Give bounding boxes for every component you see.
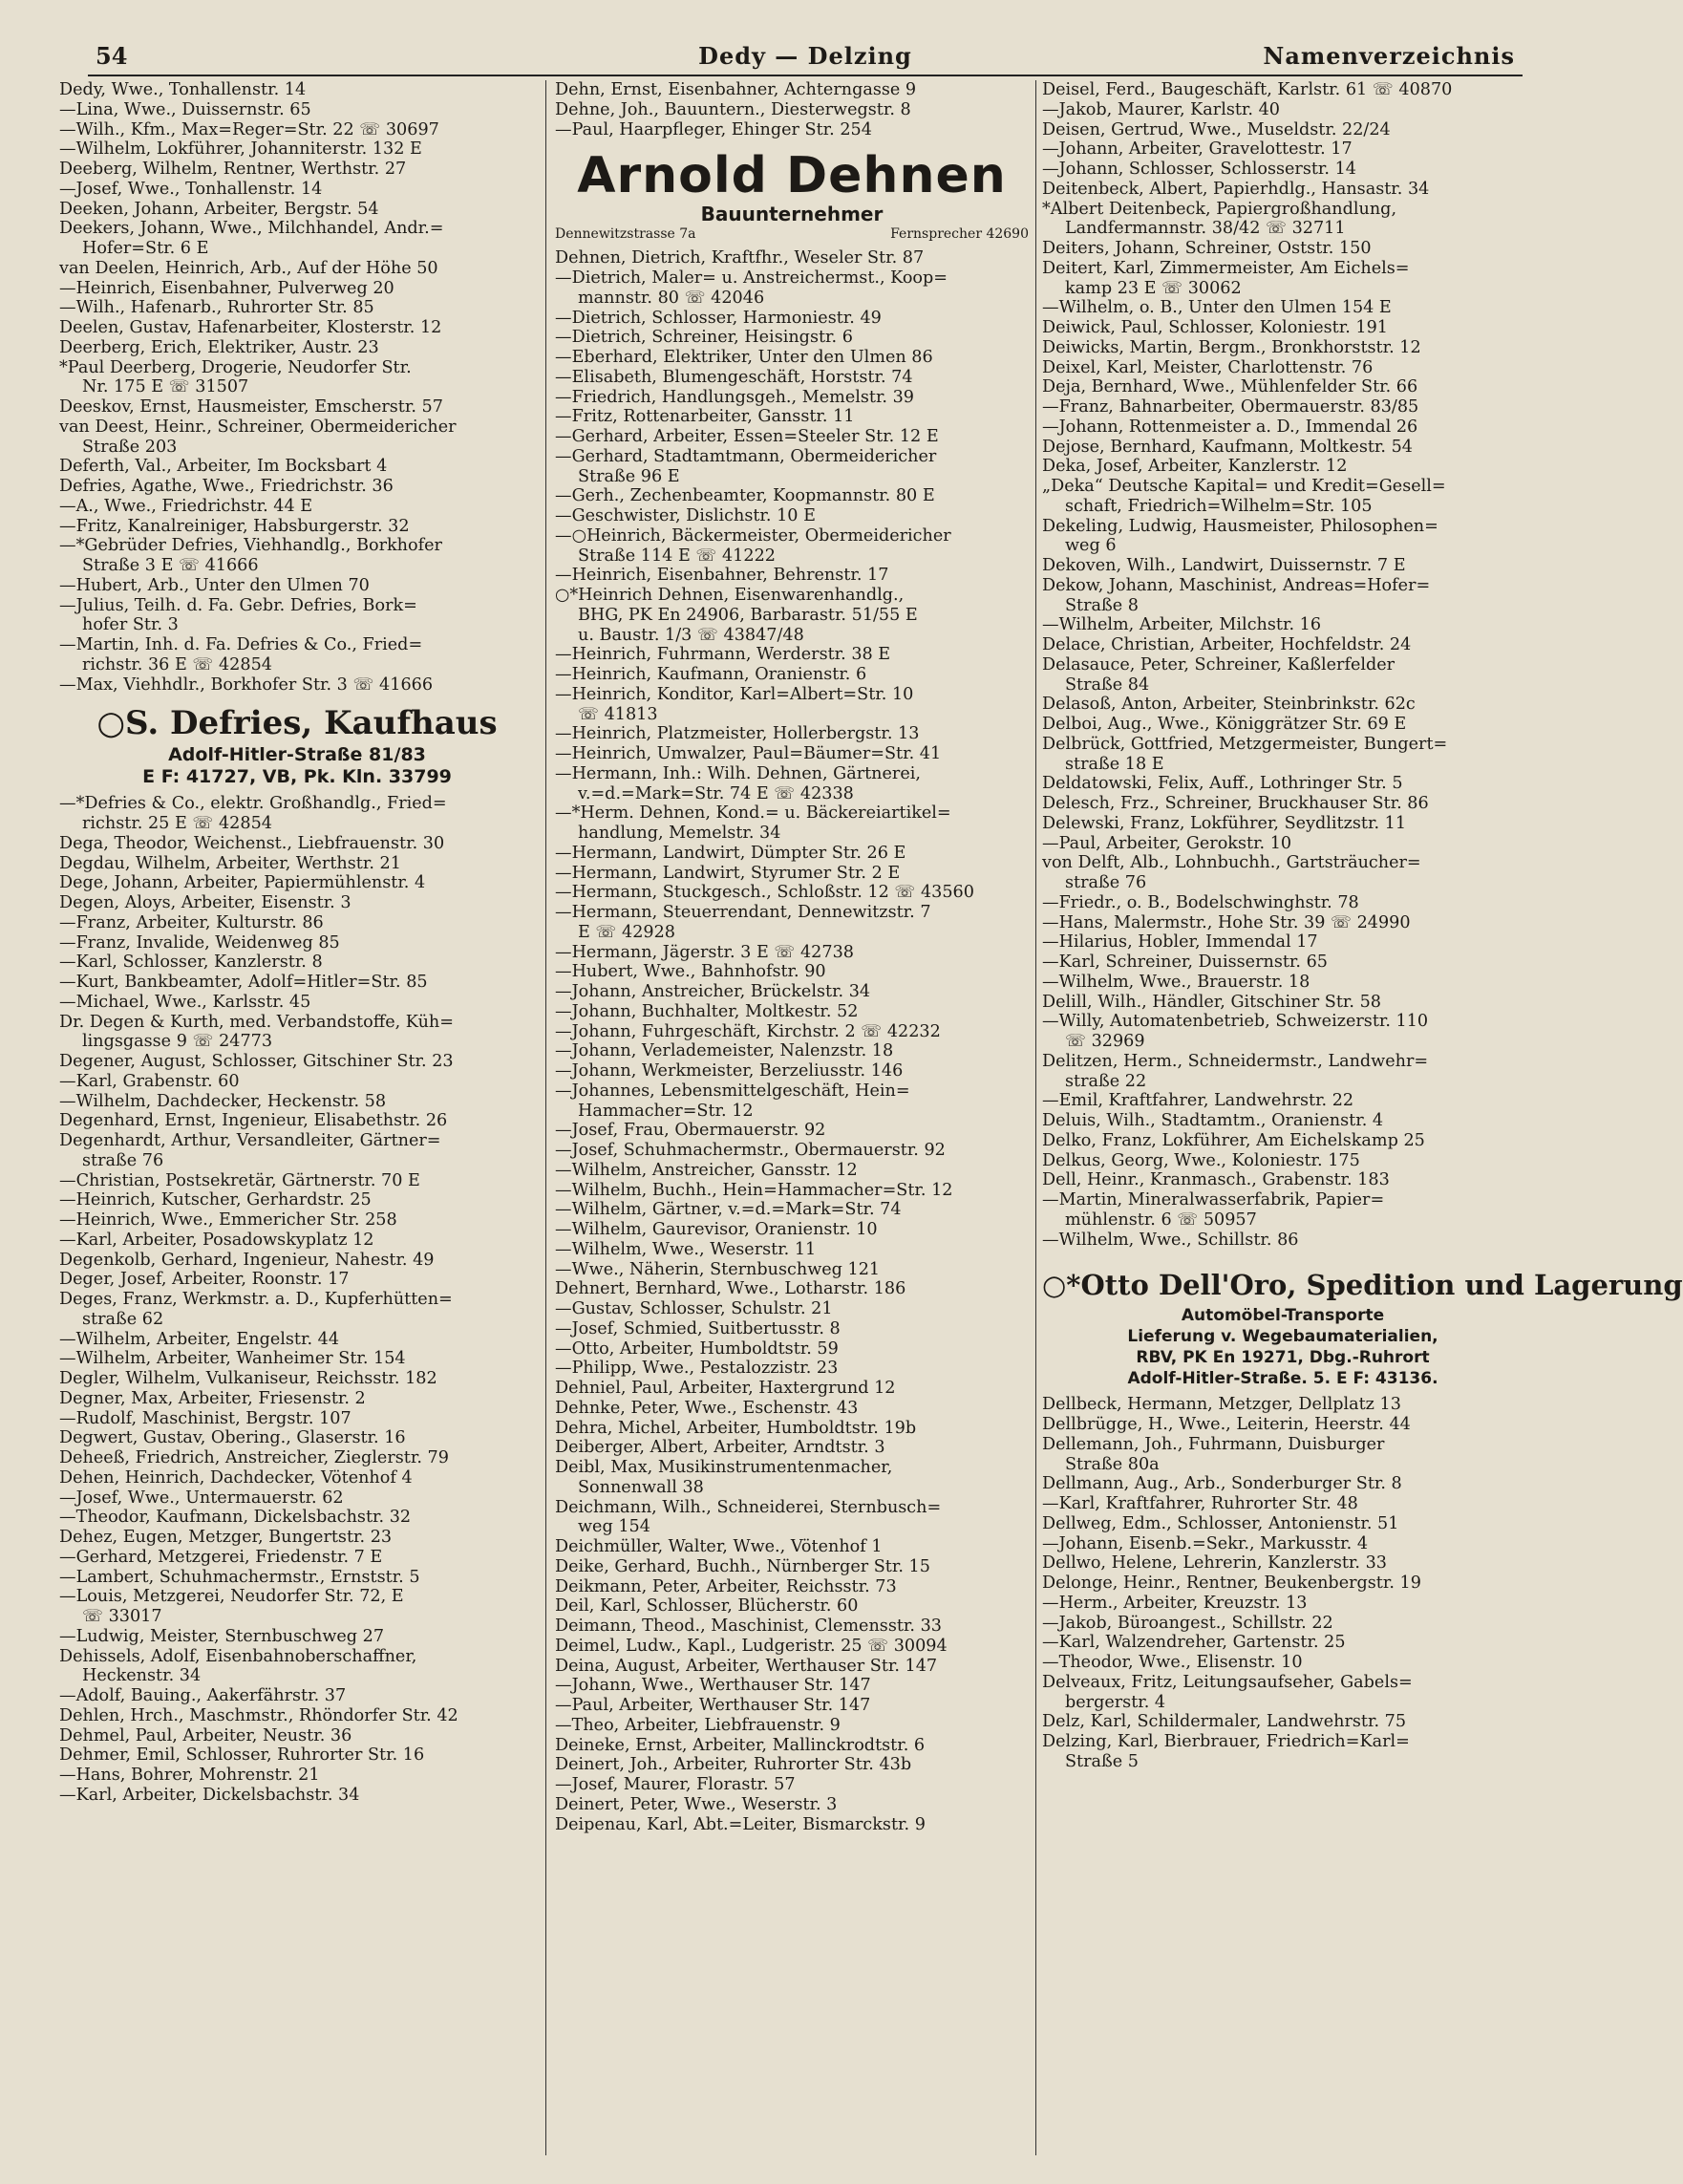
directory-entry: Deisen, Gertrud, Wwe., Museldstr. 22/24 xyxy=(1042,119,1391,139)
directory-entry-continuation: Straße 8 xyxy=(1065,595,1139,615)
directory-entry: Delzing, Karl, Bierbrauer, Friedrich=Karl= xyxy=(1042,1732,1410,1751)
directory-entry: Deikmann, Peter, Arbeiter, Reichsstr. 73 xyxy=(555,1576,897,1596)
directory-entry: —Paul, Arbeiter, Gerokstr. 10 xyxy=(1042,833,1292,853)
directory-entry: —Hermann, Inh.: Wilh. Dehnen, Gärtnerei, xyxy=(555,763,921,783)
directory-entry: Degener, August, Schlosser, Gitschiner Str. 23 xyxy=(59,1052,454,1071)
directory-entry: —Josef, Schuhmachermstr., Obermauerstr. 92 xyxy=(555,1141,946,1160)
directory-entry-continuation: Landfermannstr. 38/42 ☏ 32711 xyxy=(1065,219,1346,239)
directory-entry: Dehn, Ernst, Eisenbahner, Achterngasse 9 xyxy=(555,80,917,99)
directory-entry: Deimel, Ludw., Kapl., Ludgeristr. 25 ☏ 30094 xyxy=(555,1636,948,1656)
directory-entry: —Franz, Invalide, Weidenweg 85 xyxy=(59,932,340,953)
directory-entry: —Heinrich, Eisenbahner, Pulverweg 20 xyxy=(59,278,394,298)
directory-entry: —Karl, Kraftfahrer, Ruhrorter Str. 48 xyxy=(1042,1494,1358,1513)
directory-entry: —Elisabeth, Blumengeschäft, Horststr. 74 xyxy=(555,367,913,387)
directory-entry-continuation: straße 76 xyxy=(1065,873,1147,892)
directory-entry: Deelen, Gustav, Hafenarbeiter, Klosterstr. 12 xyxy=(59,318,442,337)
column-1 xyxy=(59,80,535,1806)
directory-entry: Dedy, Wwe., Tonhallenstr. 14 xyxy=(59,80,307,99)
directory-entry: Dehnen, Dietrich, Kraftfhr., Weseler Str. 87 xyxy=(555,248,925,268)
directory-entry: —Christian, Postsekretär, Gärtnerstr. 70 E xyxy=(59,1170,420,1190)
directory-entry: —Dietrich, Schreiner, Heisingstr. 6 xyxy=(555,328,853,348)
directory-entry: Dellbrügge, H., Wwe., Leiterin, Heerstr. 44 xyxy=(1042,1415,1411,1434)
directory-entry: —A., Wwe., Friedrichstr. 44 E xyxy=(59,496,313,516)
directory-entry: Dellbeck, Hermann, Metzger, Dellplatz 13 xyxy=(1042,1395,1401,1415)
directory-entry: Deina, August, Arbeiter, Werthauser Str. 147 xyxy=(555,1656,938,1676)
directory-entry: Dehne, Joh., Bauuntern., Diesterwegstr. 8 xyxy=(555,99,911,119)
directory-entry: Deeken, Johann, Arbeiter, Bergstr. 54 xyxy=(59,199,379,219)
ad-branch: Bauunternehmer xyxy=(700,203,884,226)
directory-entry: —Karl, Schreiner, Duissernstr. 65 xyxy=(1042,953,1328,972)
directory-entry: —Eberhard, Elektriker, Unter den Ulmen 86 xyxy=(555,348,933,367)
directory-entry-continuation: weg 154 xyxy=(578,1517,650,1537)
directory-entry: Deges, Franz, Werkmstr. a. D., Kupferhütten= xyxy=(59,1290,453,1309)
directory-entry: —Gerhard, Arbeiter, Essen=Steeler Str. 12 E xyxy=(555,427,939,446)
directory-entry: Deeberg, Wilhelm, Rentner, Werthstr. 27 xyxy=(59,160,407,179)
directory-entry: —Johannes, Lebensmittelgeschäft, Hein= xyxy=(555,1081,910,1101)
directory-entry-continuation: Straße 3 E ☏ 41666 xyxy=(82,556,259,575)
directory-entry-continuation: E ☏ 42928 xyxy=(578,922,675,942)
directory-entry: Deluis, Wilh., Stadtamtm., Oranienstr. 4 xyxy=(1042,1111,1384,1130)
directory-entry: —Heinrich, Kaufmann, Oranienstr. 6 xyxy=(555,665,867,684)
directory-entry: Delasauce, Peter, Schreiner, Kaßlerfelder xyxy=(1042,654,1395,674)
directory-entry: —Johann, Schlosser, Schlosserstr. 14 xyxy=(1042,160,1356,179)
directory-entry: —*Gebrüder Defries, Viehhandlg., Borkhofer xyxy=(59,536,442,556)
directory-entry: —Jakob, Maurer, Karlstr. 40 xyxy=(1042,99,1280,119)
ad-address: Dennewitzstrasse 7a xyxy=(555,226,696,243)
directory-entry: —Hans, Bohrer, Mohrenstr. 21 xyxy=(59,1766,320,1785)
directory-entry: Deichmüller, Walter, Wwe., Vötenhof 1 xyxy=(555,1537,883,1556)
directory-entry: —Geschwister, Dislichstr. 10 E xyxy=(555,506,816,525)
directory-entry: Dellweg, Edm., Schlosser, Antonienstr. 51 xyxy=(1042,1513,1399,1533)
directory-entry: —Karl, Arbeiter, Dickelsbachstr. 34 xyxy=(59,1785,360,1805)
directory-entry: Deike, Gerhard, Buchh., Nürnberger Str. 15 xyxy=(555,1556,930,1576)
directory-entry: —Johann, Fuhrgeschäft, Kirchstr. 2 ☏ 42232 xyxy=(555,1021,941,1041)
advertisement-defries xyxy=(59,702,535,788)
directory-entry: Dell, Heinr., Kranmasch., Grabenstr. 183 xyxy=(1042,1170,1390,1190)
directory-entry: —Theodor, Wwe., Elisenstr. 10 xyxy=(1042,1653,1303,1672)
directory-entry: —Rudolf, Maschinist, Bergstr. 107 xyxy=(59,1408,352,1428)
directory-entry: Dehmel, Paul, Arbeiter, Neustr. 36 xyxy=(59,1725,352,1745)
directory-entry: —Franz, Arbeiter, Kulturstr. 86 xyxy=(59,912,324,932)
directory-entry: —Heinrich, Eisenbahner, Behrenstr. 17 xyxy=(555,566,889,586)
directory-entry: Dellemann, Joh., Fuhrmann, Duisburger xyxy=(1042,1434,1385,1454)
directory-entry-continuation: Heckenstr. 34 xyxy=(82,1666,202,1686)
directory-entry: —Heinrich, Umwalzer, Paul=Bäumer=Str. 41 xyxy=(555,744,942,763)
directory-entry: —Josef, Frau, Obermauerstr. 92 xyxy=(555,1121,826,1141)
directory-entry: —Franz, Bahnarbeiter, Obermauerstr. 83/85 xyxy=(1042,397,1419,417)
directory-entry: —Johann, Wwe., Werthauser Str. 147 xyxy=(555,1676,871,1696)
directory-entry: —Dietrich, Maler= u. Anstreichermst., Koop= xyxy=(555,268,948,288)
directory-entry-continuation: Straße 96 E xyxy=(578,466,680,486)
directory-entry-continuation: schaft, Friedrich=Wilhelm=Str. 105 xyxy=(1065,496,1373,516)
directory-entry: —Johann, Arbeiter, Gravelottestr. 17 xyxy=(1042,139,1353,160)
directory-entry: —Ludwig, Meister, Sternbuschweg 27 xyxy=(59,1626,385,1646)
directory-entry: Delko, Franz, Lokführer, Am Eichelskamp 25 xyxy=(1042,1130,1425,1150)
directory-entry: —Karl, Grabenstr. 60 xyxy=(59,1071,240,1091)
directory-entry: —Hermann, Landwirt, Dümpter Str. 26 E xyxy=(555,843,906,863)
directory-entry: —Wilh., Hafenarb., Ruhrorter Str. 85 xyxy=(59,298,374,318)
directory-entry-continuation: Straße 114 E ☏ 41222 xyxy=(578,546,776,566)
directory-entry: —Wilhelm, Gärtner, v.=d.=Mark=Str. 74 xyxy=(555,1200,902,1220)
directory-entry: Deimann, Theod., Maschinist, Clemensstr. 33 xyxy=(555,1617,942,1636)
ad-firm-name: ○*Otto Dell'Oro, Spedition und Lagerung xyxy=(1042,1269,1683,1302)
directory-entry: —Josef, Maurer, Florastr. 57 xyxy=(555,1775,796,1794)
ad-contact-line: E F: 41727, VB, Pk. Kln. 33799 xyxy=(142,766,452,788)
directory-entry: Deekers, Johann, Wwe., Milchhandel, Andr.= xyxy=(59,219,444,239)
ad-line-3: RBV, PK En 19271, Dbg.-Ruhrort xyxy=(1136,1348,1430,1368)
directory-entry: van Deelen, Heinrich, Arb., Auf der Höhe 50 xyxy=(59,258,438,278)
directory-entry: Deisel, Ferd., Baugeschäft, Karlstr. 61 ☏ 40870 xyxy=(1042,80,1453,99)
directory-entry: Delz, Karl, Schildermaler, Landwehrstr. 75 xyxy=(1042,1712,1407,1732)
directory-entry: —Gerhard, Metzgerei, Friedenstr. 7 E xyxy=(59,1547,383,1567)
directory-entry: Dehniel, Paul, Arbeiter, Haxtergrund 12 xyxy=(555,1379,896,1398)
directory-entry-continuation: hofer Str. 3 xyxy=(82,615,179,635)
directory-entry: —Louis, Metzgerei, Neudorfer Str. 72, E xyxy=(59,1587,404,1607)
directory-entry: Dehissels, Adolf, Eisenbahnoberschaffner, xyxy=(59,1646,417,1666)
directory-entry: Delasoß, Anton, Arbeiter, Steinbrinkstr. 62c xyxy=(1042,695,1416,715)
directory-entry: —Fritz, Kanalreiniger, Habsburgerstr. 32 xyxy=(59,516,410,536)
directory-entry: —Wilhelm, Anstreicher, Gansstr. 12 xyxy=(555,1160,858,1180)
directory-entry: —Gerh., Zechenbeamter, Koopmannstr. 80 E xyxy=(555,486,935,506)
directory-entry: —Wilhelm, Arbeiter, Wanheimer Str. 154 xyxy=(59,1349,406,1369)
directory-entry: —Heinrich, Fuhrmann, Werderstr. 38 E xyxy=(555,645,891,665)
directory-entry-continuation: handlung, Memelstr. 34 xyxy=(578,824,781,843)
directory-entry: —*Herm. Dehnen, Kond.= u. Bäckereiartikel= xyxy=(555,803,951,824)
directory-entry: Deiters, Johann, Schreiner, Oststr. 150 xyxy=(1042,239,1372,258)
directory-entry: —Hermann, Jägerstr. 3 E ☏ 42738 xyxy=(555,942,854,962)
directory-entry: —○Heinrich, Bäckermeister, Obermeidericher xyxy=(555,525,951,546)
directory-entry: —Heinrich, Platzmeister, Hollerbergstr. 13 xyxy=(555,724,920,744)
directory-entry: —Johann, Rottenmeister a. D., Immendal 26 xyxy=(1042,417,1418,437)
directory-entry: —Hermann, Landwirt, Styrumer Str. 2 E xyxy=(555,863,901,883)
directory-entry: Degdau, Wilhelm, Arbeiter, Werthstr. 21 xyxy=(59,853,401,873)
directory-entry: Delewski, Franz, Lokführer, Seydlitzstr. 11 xyxy=(1042,813,1407,833)
directory-entry: —Wilhelm, Buchh., Hein=Hammacher=Str. 12 xyxy=(555,1180,953,1200)
directory-entry: —Wilh., Kfm., Max=Reger=Str. 22 ☏ 30697 xyxy=(59,119,439,139)
directory-entry-continuation: Nr. 175 E ☏ 31507 xyxy=(82,377,249,397)
directory-entry: —Lina, Wwe., Duissernstr. 65 xyxy=(59,99,311,119)
directory-entry: —Heinrich, Kutscher, Gerhardstr. 25 xyxy=(59,1190,372,1210)
directory-entry: —Michael, Wwe., Karlsstr. 45 xyxy=(59,992,311,1012)
directory-entry-continuation: straße 62 xyxy=(82,1309,164,1329)
directory-entry: —Otto, Arbeiter, Humboldtstr. 59 xyxy=(555,1338,839,1359)
directory-entry: —Karl, Schlosser, Kanzlerstr. 8 xyxy=(59,953,323,973)
directory-entry: Dekeling, Ludwig, Hausmeister, Philosophen= xyxy=(1042,516,1438,536)
directory-entry: —Adolf, Bauing., Aakerfährstr. 37 xyxy=(59,1686,347,1705)
directory-entry: Deiwicks, Martin, Bergm., Bronkhorststr. 12 xyxy=(1042,337,1421,357)
directory-entry: Dehnert, Bernhard, Wwe., Lotharstr. 186 xyxy=(555,1279,906,1299)
directory-entry: —Wilhelm, Wwe., Brauerstr. 18 xyxy=(1042,972,1310,992)
directory-entry: —Karl, Walzendreher, Gartenstr. 25 xyxy=(1042,1633,1346,1653)
ad-firm-name: ○S. Defries, Kaufhaus xyxy=(96,704,498,743)
directory-entry: —Martin, Inh. d. Fa. Defries & Co., Fried= xyxy=(59,635,423,654)
directory-entry: Deichmann, Wilh., Schneiderei, Sternbusch= xyxy=(555,1497,942,1517)
directory-entry: —Hermann, Steuerrendant, Dennewitzstr. 7 xyxy=(555,903,931,922)
directory-entry-continuation: lingsgasse 9 ☏ 24773 xyxy=(82,1032,273,1052)
directory-entry: —Philipp, Wwe., Pestalozzistr. 23 xyxy=(555,1359,839,1379)
directory-entry: Deerberg, Erich, Elektriker, Austr. 23 xyxy=(59,337,379,357)
directory-entry: Deitenbeck, Albert, Papierhdlg., Hansastr. 34 xyxy=(1042,179,1430,199)
directory-entry: —Hans, Malermstr., Hohe Str. 39 ☏ 24990 xyxy=(1042,912,1411,932)
directory-entry: Deinert, Peter, Wwe., Weserstr. 3 xyxy=(555,1794,838,1814)
ad-address: Adolf-Hitler-Straße 81/83 xyxy=(168,744,426,766)
directory-entry: Delace, Christian, Arbeiter, Hochfeldstr. 24 xyxy=(1042,635,1412,654)
directory-entry: —Wilhelm, Arbeiter, Milchstr. 16 xyxy=(1042,615,1322,635)
directory-entry-continuation: Sonnenwall 38 xyxy=(578,1477,704,1497)
ad-phone: Fernsprecher 42690 xyxy=(890,226,1029,243)
directory-entry-continuation: bergerstr. 4 xyxy=(1065,1692,1166,1712)
directory-entry: Deiberger, Albert, Arbeiter, Arndtstr. 3 xyxy=(555,1438,885,1458)
column-divider xyxy=(1035,80,1036,2155)
directory-entry: —Heinrich, Konditor, Karl=Albert=Str. 10 xyxy=(555,684,914,704)
directory-entry: Deheeß, Friedrich, Anstreicher, Zieglerstr. 79 xyxy=(59,1448,449,1467)
directory-entry: —Johann, Werkmeister, Berzeliusstr. 146 xyxy=(555,1061,904,1081)
directory-entry: Dehez, Eugen, Metzger, Bungertstr. 23 xyxy=(59,1528,393,1547)
directory-entry: Dekow, Johann, Maschinist, Andreas=Hofer= xyxy=(1042,575,1431,595)
ad-line-4: Adolf-Hitler-Straße. 5. E F: 43136. xyxy=(1127,1369,1438,1389)
column-divider xyxy=(545,80,546,2155)
directory-entry-continuation: BHG, PK En 24906, Barbarastr. 51/55 E xyxy=(578,605,918,625)
directory-entry-continuation: ☏ 33017 xyxy=(82,1607,162,1626)
directory-entry: —Martin, Mineralwasserfabrik, Papier= xyxy=(1042,1190,1385,1210)
directory-entry: Dr. Degen & Kurth, med. Verbandstoffe, Küh= xyxy=(59,1012,454,1032)
directory-entry: —Max, Viehhdlr., Borkhofer Str. 3 ☏ 41666 xyxy=(59,674,434,695)
directory-entry-continuation: u. Baustr. 1/3 ☏ 43847/48 xyxy=(578,625,804,645)
directory-entry: Delesch, Frz., Schreiner, Bruckhauser Str. 86 xyxy=(1042,794,1429,813)
directory-entry-continuation: kamp 23 E ☏ 30062 xyxy=(1065,278,1242,298)
directory-entry: —*Defries & Co., elektr. Großhandlg., Fried= xyxy=(59,794,447,814)
directory-entry: —Fritz, Rottenarbeiter, Gansstr. 11 xyxy=(555,407,855,427)
directory-entry: —Johann, Anstreicher, Brückelstr. 34 xyxy=(555,982,871,1001)
directory-entry: ○*Heinrich Dehnen, Eisenwarenhandlg., xyxy=(555,586,905,605)
directory-entry: Deger, Josef, Arbeiter, Roonstr. 17 xyxy=(59,1270,350,1290)
directory-entry-continuation: straße 18 E xyxy=(1065,754,1164,774)
directory-entry: Degen, Aloys, Arbeiter, Eisenstr. 3 xyxy=(59,893,352,912)
directory-entry: —Wilhelm, o. B., Unter den Ulmen 154 E xyxy=(1042,298,1392,318)
directory-entry: —Johann, Eisenb.=Sekr., Markusstr. 4 xyxy=(1042,1533,1369,1553)
directory-entry: Defries, Agathe, Wwe., Friedrichstr. 36 xyxy=(59,477,394,496)
directory-entry: Degenhard, Ernst, Ingenieur, Elisabethstr. 26 xyxy=(59,1111,448,1131)
directory-entry: Dellwo, Helene, Lehrerin, Kanzlerstr. 33 xyxy=(1042,1553,1387,1574)
directory-entry-continuation: straße 22 xyxy=(1065,1071,1147,1091)
directory-entry: Degenkolb, Gerhard, Ingenieur, Nahestr. 49 xyxy=(59,1250,435,1270)
directory-entry: —Karl, Arbeiter, Posadowskyplatz 12 xyxy=(59,1230,374,1250)
directory-entry-continuation: Hofer=Str. 6 E xyxy=(82,239,209,258)
directory-entry: —Wilhelm, Lokführer, Johanniterstr. 132 E xyxy=(59,139,422,160)
directory-entry: Deineke, Ernst, Arbeiter, Mallinckrodtstr. 6 xyxy=(555,1735,926,1755)
directory-entry: —Wilhelm, Wwe., Weserstr. 11 xyxy=(555,1239,817,1259)
directory-entry: Deeskov, Ernst, Hausmeister, Emscherstr. 57 xyxy=(59,397,443,417)
directory-entry: Deferth, Val., Arbeiter, Im Bocksbart 4 xyxy=(59,457,388,477)
directory-entry: —Johann, Buchhalter, Moltkestr. 52 xyxy=(555,1001,859,1021)
directory-entry: —Friedr., o. B., Bodelschwinghstr. 78 xyxy=(1042,892,1359,912)
directory-entry: —Heinrich, Wwe., Emmericher Str. 258 xyxy=(59,1210,397,1230)
directory-entry-continuation: v.=d.=Mark=Str. 74 E ☏ 42338 xyxy=(578,783,854,803)
directory-entry: Dega, Theodor, Weichenst., Liebfrauenstr. 30 xyxy=(59,833,445,853)
directory-entry-continuation: straße 76 xyxy=(82,1150,164,1170)
directory-entry: —Paul, Arbeiter, Werthauser Str. 147 xyxy=(555,1696,871,1715)
advertisement-dello xyxy=(1042,1265,1683,1389)
directory-entry: Delitzen, Herm., Schneidermstr., Landwehr= xyxy=(1042,1051,1429,1071)
directory-entry: —Theodor, Kaufmann, Dickelsbachstr. 32 xyxy=(59,1508,412,1528)
ad-line-2: Lieferung v. Wegebaumaterialien, xyxy=(1127,1327,1438,1347)
directory-entry: —Emil, Kraftfahrer, Landwehrstr. 22 xyxy=(1042,1091,1354,1111)
directory-entry-continuation: Straße 84 xyxy=(1065,674,1150,695)
directory-entry: —Lambert, Schuhmachermstr., Ernststr. 5 xyxy=(59,1567,420,1587)
directory-entry: —Gerhard, Stadtamtmann, Obermeidericher xyxy=(555,446,937,466)
directory-entry: —Jakob, Büroangest., Schillstr. 22 xyxy=(1042,1613,1333,1633)
directory-entry: —Dietrich, Schlosser, Harmoniestr. 49 xyxy=(555,308,882,328)
directory-entry-continuation: Straße 203 xyxy=(82,437,178,457)
directory-entry-continuation: richstr. 25 E ☏ 42854 xyxy=(82,814,272,833)
directory-entry: Delboi, Aug., Wwe., Königgrätzer Str. 69 E xyxy=(1042,715,1407,734)
column-3 xyxy=(1042,80,1683,1772)
directory-entry: Deja, Bernhard, Wwe., Mühlenfelder Str. 66 xyxy=(1042,377,1418,397)
ad-line-1: Automöbel-Transporte xyxy=(1181,1306,1385,1326)
directory-entry: —Willy, Automatenbetrieb, Schweizerstr. 110 xyxy=(1042,1012,1429,1032)
directory-entry: van Deest, Heinr., Schreiner, Obermeidericher xyxy=(59,417,457,437)
directory-entry: —Josef, Wwe., Tonhallenstr. 14 xyxy=(59,179,323,199)
directory-entry: Deitert, Karl, Zimmermeister, Am Eichels= xyxy=(1042,258,1410,278)
directory-entry-continuation: mühlenstr. 6 ☏ 50957 xyxy=(1065,1210,1257,1230)
section-title: Namenverzeichnis xyxy=(1263,42,1515,70)
directory-entry: Deibl, Max, Musikinstrumentenmacher, xyxy=(555,1458,893,1477)
directory-entry: Deixel, Karl, Meister, Charlottenstr. 76 xyxy=(1042,357,1374,377)
directory-entry: —Friedrich, Handlungsgeh., Memelstr. 39 xyxy=(555,387,915,407)
directory-entry-continuation: mannstr. 80 ☏ 42046 xyxy=(578,288,765,308)
directory-entry: —Julius, Teilh. d. Fa. Gebr. Defries, Bork= xyxy=(59,595,417,615)
directory-entry: —Wilhelm, Dachdecker, Heckenstr. 58 xyxy=(59,1091,387,1111)
ad-contact xyxy=(555,225,1029,243)
directory-entry: Dehlen, Hrch., Maschmstr., Rhöndorfer Str. 42 xyxy=(59,1705,458,1725)
directory-entry: Delkus, Georg, Wwe., Koloniestr. 175 xyxy=(1042,1150,1360,1170)
directory-entry: Delonge, Heinr., Rentner, Beukenbergstr. 19 xyxy=(1042,1574,1421,1593)
directory-entry: Deiwick, Paul, Schlosser, Koloniestr. 191 xyxy=(1042,318,1388,337)
header-rule xyxy=(88,75,1523,76)
directory-entry: Delbrück, Gottfried, Metzgermeister, Bungert= xyxy=(1042,734,1448,754)
directory-entry: —Kurt, Bankbeamter, Adolf=Hitler=Str. 85 xyxy=(59,973,428,992)
directory-entry: Dehen, Heinrich, Dachdecker, Vötenhof 4 xyxy=(59,1467,413,1488)
directory-entry: *Paul Deerberg, Drogerie, Neudorfer Str. xyxy=(59,357,412,377)
directory-entry: Dege, Johann, Arbeiter, Papiermühlenstr. 4 xyxy=(59,873,426,893)
directory-entry: Dekoven, Wilh., Landwirt, Duissernstr. 7 E xyxy=(1042,556,1406,575)
directory-entry: —Paul, Haarpfleger, Ehinger Str. 254 xyxy=(555,119,872,139)
directory-entry: *Albert Deitenbeck, Papiergroßhandlung, xyxy=(1042,199,1397,219)
column-2 xyxy=(555,80,1029,1834)
directory-entry: —Johann, Verlademeister, Nalenzstr. 18 xyxy=(555,1041,894,1061)
page-number: 54 xyxy=(96,42,128,70)
directory-entry: —Hubert, Arb., Unter den Ulmen 70 xyxy=(59,575,370,595)
directory-entry: —Theo, Arbeiter, Liebfrauenstr. 9 xyxy=(555,1715,841,1735)
name-range: Dedy — Delzing xyxy=(698,42,912,70)
directory-entry: Degner, Max, Arbeiter, Friesenstr. 2 xyxy=(59,1388,366,1408)
directory-entry: Delveaux, Fritz, Leitungsaufseher, Gabels= xyxy=(1042,1672,1413,1692)
directory-entry: —Hilarius, Hobler, Immendal 17 xyxy=(1042,932,1318,953)
directory-entry: —Hermann, Stuckgesch., Schloßstr. 12 ☏ 43560 xyxy=(555,883,974,903)
directory-entry-continuation: Straße 80a xyxy=(1065,1454,1160,1474)
directory-entry: Deldatowski, Felix, Auff., Lothringer Str. 5 xyxy=(1042,774,1403,794)
directory-entry: Dehmer, Emil, Schlosser, Ruhrorter Str. 16 xyxy=(59,1745,425,1766)
directory-entry: „Deka“ Deutsche Kapital= und Kredit=Gesell= xyxy=(1042,477,1446,496)
directory-entry-continuation: richstr. 36 E ☏ 42854 xyxy=(82,654,272,674)
directory-entry-continuation: Hammacher=Str. 12 xyxy=(578,1101,754,1121)
directory-entry: —Herm., Arbeiter, Kreuzstr. 13 xyxy=(1042,1593,1308,1613)
directory-entry: —Wwe., Näherin, Sternbuschweg 121 xyxy=(555,1259,881,1279)
directory-entry-continuation: ☏ 32969 xyxy=(1065,1032,1145,1051)
directory-entry: Dehra, Michel, Arbeiter, Humboldtstr. 19b xyxy=(555,1418,917,1438)
directory-entry: —Josef, Wwe., Untermauerstr. 62 xyxy=(59,1488,344,1508)
page-header xyxy=(88,42,1523,75)
directory-entry: —Josef, Schmied, Suitbertusstr. 8 xyxy=(555,1318,841,1338)
directory-entry-continuation: Straße 5 xyxy=(1065,1751,1139,1771)
directory-entry: Degler, Wilhelm, Vulkaniseur, Reichsstr. 182 xyxy=(59,1369,437,1388)
ad-firm-name: Arnold Dehnen xyxy=(577,147,1007,205)
directory-entry: Dellmann, Aug., Arb., Sonderburger Str. 8 xyxy=(1042,1474,1402,1494)
directory-entry: Deil, Karl, Schlosser, Blücherstr. 60 xyxy=(555,1596,859,1617)
directory-entry: Degenhardt, Arthur, Versandleiter, Gärtner= xyxy=(59,1131,441,1150)
directory-entry: Deka, Josef, Arbeiter, Kanzlerstr. 12 xyxy=(1042,457,1348,477)
advertisement-dehnen xyxy=(555,149,1029,243)
directory-entry: —Wilhelm, Wwe., Schillstr. 86 xyxy=(1042,1230,1299,1250)
directory-entry-continuation: weg 6 xyxy=(1065,536,1117,556)
directory-entry: —Gustav, Schlosser, Schulstr. 21 xyxy=(555,1299,833,1318)
directory-entry: von Delft, Alb., Lohnbuchh., Gartsträucher= xyxy=(1042,853,1421,873)
directory-entry: Deinert, Joh., Arbeiter, Ruhrorter Str. 43b xyxy=(555,1755,912,1775)
directory-entry: —Hubert, Wwe., Bahnhofstr. 90 xyxy=(555,962,826,982)
directory-entry: —Wilhelm, Arbeiter, Engelstr. 44 xyxy=(59,1329,340,1349)
directory-entry: Delill, Wilh., Händler, Gitschiner Str. 58 xyxy=(1042,992,1381,1012)
directory-entry: Degwert, Gustav, Obering., Glaserstr. 16 xyxy=(59,1428,406,1448)
directory-entry: Dehnke, Peter, Wwe., Eschenstr. 43 xyxy=(555,1398,859,1418)
directory-entry: Deipenau, Karl, Abt.=Leiter, Bismarckstr. 9 xyxy=(555,1814,926,1834)
directory-entry: —Wilhelm, Gaurevisor, Oranienstr. 10 xyxy=(555,1220,878,1239)
directory-entry: Dejose, Bernhard, Kaufmann, Moltkestr. 54 xyxy=(1042,437,1413,457)
directory-entry-continuation: ☏ 41813 xyxy=(578,704,658,724)
